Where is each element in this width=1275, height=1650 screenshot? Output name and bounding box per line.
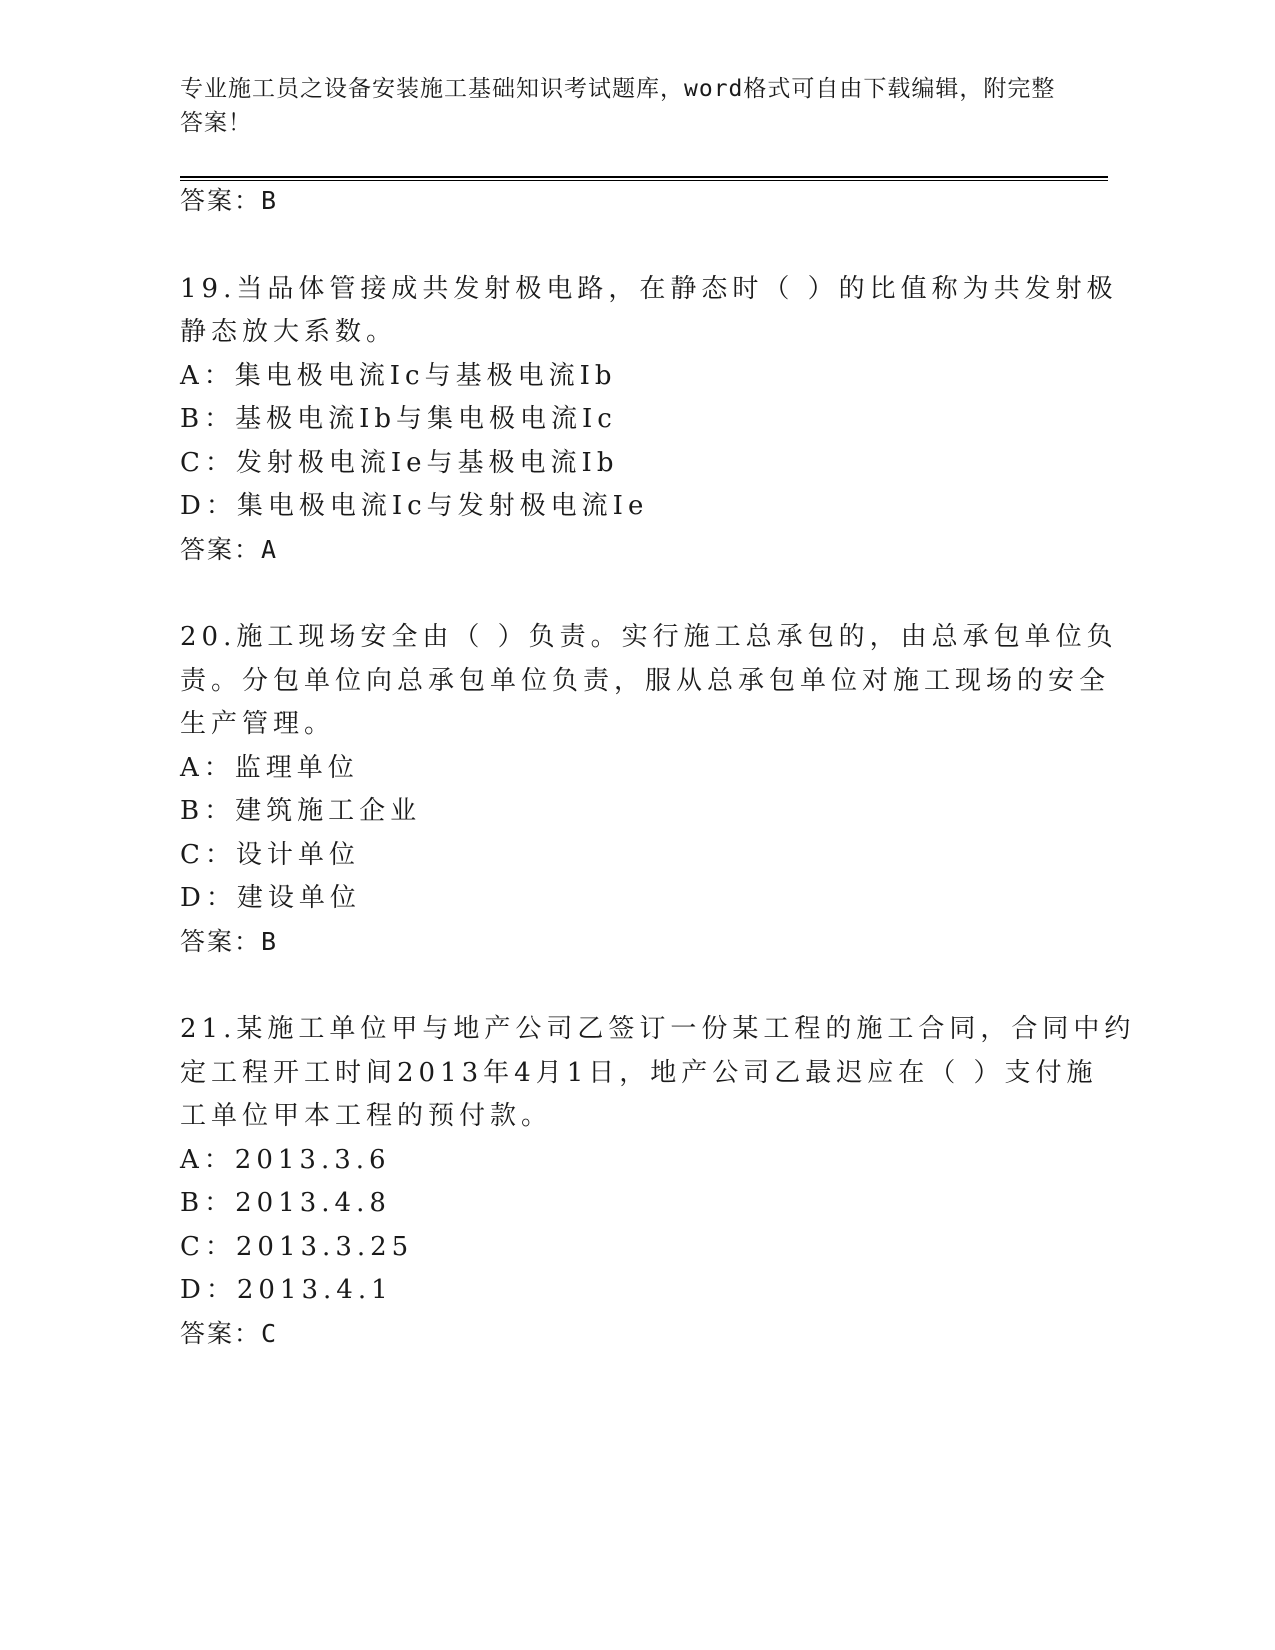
- option-a: A：集电极电流Ic与基极电流Ib: [180, 361, 617, 391]
- option-d: D：集电极电流Ic与发射极电流Ie: [180, 491, 649, 521]
- option-c: C：2013.3.25: [180, 1232, 414, 1262]
- header-divider: [180, 176, 1108, 181]
- answer: 答案：C: [180, 1319, 279, 1348]
- option-d: D：建设单位: [180, 883, 361, 913]
- answer: 答案：A: [180, 535, 279, 564]
- option-b: B：基极电流Ib与集电极电流Ic: [180, 404, 617, 434]
- option-c: C：发射极电流Ie与基极电流Ib: [180, 448, 619, 478]
- question-stem: 20.施工现场安全由（ ）负责。实行施工总承包的，由总承包单位负: [180, 622, 1118, 652]
- option-a: A：监理单位: [180, 753, 359, 783]
- question-stem: 责。分包单位向总承包单位负责，服从总承包单位对施工现场的安全: [180, 666, 1111, 696]
- option-c: C：设计单位: [180, 840, 360, 870]
- question-stem: 生产管理。: [180, 709, 336, 739]
- question-stem: 定工程开工时间2013年4月1日，地产公司乙最迟应在（ ）支付施: [180, 1058, 1098, 1088]
- question-stem: 静态放大系数。: [180, 317, 398, 347]
- previous-answer: 答案：B: [180, 186, 279, 215]
- answer: 答案：B: [180, 927, 279, 956]
- option-d: D：2013.4.1: [180, 1275, 393, 1305]
- option-b: B：2013.4.8: [180, 1188, 391, 1218]
- question-stem: 工单位甲本工程的预付款。: [180, 1101, 553, 1131]
- option-b: B：建筑施工企业: [180, 796, 422, 826]
- document-header: 专业施工员之设备安装施工基础知识考试题库，word格式可自由下载编辑，附完整答案！: [180, 76, 1056, 136]
- question-stem: 19.当品体管接成共发射极电路，在静态时（ ）的比值称为共发射极: [180, 274, 1118, 304]
- option-a: A：2013.3.6: [180, 1145, 391, 1175]
- question-stem: 21.某施工单位甲与地产公司乙签订一份某工程的施工合同，合同中约: [180, 1014, 1136, 1044]
